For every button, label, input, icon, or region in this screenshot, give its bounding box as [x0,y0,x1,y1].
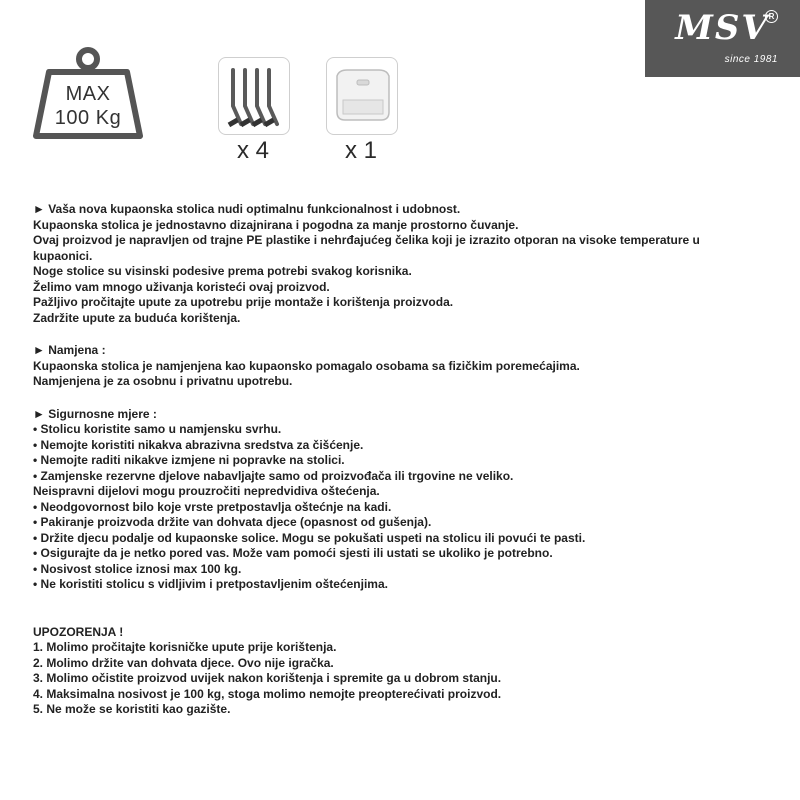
purpose-heading: ► Namjena : [33,343,106,357]
safety-item: • Nemojte koristiti nikakva abrazivna sredstva za čišćenje. [33,437,364,452]
safety-item: • Osigurajte da je netko pored vas. Može vam pomoći sjesti ili ustati se ukoliko je potrebno. [33,546,553,560]
intro-line: Kupaonska stolica je jednostavno dizajnirana i pogodna za manje prostorno čuvanje. [33,217,519,232]
warning-item: 3. Molimo očistite proizvod uvijek nakon korištenja i spremite ga u dobrom stanju. [33,671,502,685]
chair-legs-icon [219,58,289,134]
weight-capacity [33,44,143,140]
warning-item: 5. Ne može se koristiti kao gazište. [33,702,231,716]
purpose-line: Kupaonska stolica je namjenjena kao kupaonsko pomagalo osobama sa fizičkim poremećajima. [33,358,580,373]
intro-line: ► Vaša nova kupaonska stolica nudi optimalnu funkcionalnost i udobnost. [33,202,461,216]
safety-item: Neispravni dijelovi mogu prouzročiti nepredvidiva oštećenja. [33,484,380,498]
brand-logo [645,0,800,77]
intro-line: Noge stolice su visinski podesive prema potrebi svakog korisnika. [33,264,412,278]
intro-line: Ovaj proizvod je napravljen od trajne PE plastike i nehrđajućeg čelika koji je izrazito otporan na visoke temperature u [33,233,700,247]
warning-item: 2. Molimo držite van dohvata djece. Ovo nije igračka. [33,655,334,670]
capacity-max-label: MAX [65,83,111,105]
safety-item: • Držite djecu podalje od kupaonske solice. Mogu se pokušati uspeti na stolicu ili povući te pasti. [33,530,586,545]
warnings-heading: UPOZORENJA ! [33,624,124,639]
warning-item: 4. Maksimalna nosivost je 100 kg, stoga molimo nemojte preopterećivati proizvod. [33,686,502,701]
intro-line: Pažljivo pročitajte upute za upotrebu prije montaže i korištenja proizvoda. [33,295,454,309]
safety-item: • Neodgovornost bilo koje vrste pretpostavlja oštećnje na kadi. [33,499,392,514]
chair-seat-icon [327,58,397,134]
package-item-seat [326,57,398,135]
safety-item: • Nemojte raditi nikakve izmjene ni popravke na stolici. [33,453,345,467]
capacity-value: 100 Kg [54,107,122,129]
intro-line: kupaonici. [33,248,93,263]
instructions-text [33,202,778,718]
safety-item: • Stolicu koristite samo u namjensku svrhu. [33,422,282,436]
registered-mark: R [765,10,778,23]
safety-item: • Nosivost stolice iznosi max 100 kg. [33,561,242,576]
package-item-legs [218,57,290,135]
intro-line: Zadržite upute za buduća korištenja. [33,310,241,325]
purpose-line: Namjenjena je za osobnu i privatnu upotrebu. [33,374,293,388]
seat-count: x 1 [344,137,377,164]
safety-item: • Zamjenske rezervne djelove nabavljajte samo od proizvođača ili trgovine ne veliko. [33,468,514,483]
safety-item: • Pakiranje proizvoda držite van dohvata djece (opasnost od gušenja). [33,515,432,529]
intro-line: Želimo vam mnogo uživanja koristeći ovaj proizvod. [33,279,330,294]
safety-heading: ► Sigurnosne mjere : [33,406,157,421]
brand-since: since 1981 [724,54,778,65]
safety-item: • Ne koristiti stolicu s vidljivim i pretpostavljenim oštećenjima. [33,577,388,591]
brand-name: MSV [675,8,770,48]
legs-count: x 4 [236,137,269,164]
warning-item: 1. Molimo pročitajte korisničke upute prije korištenja. [33,640,337,654]
